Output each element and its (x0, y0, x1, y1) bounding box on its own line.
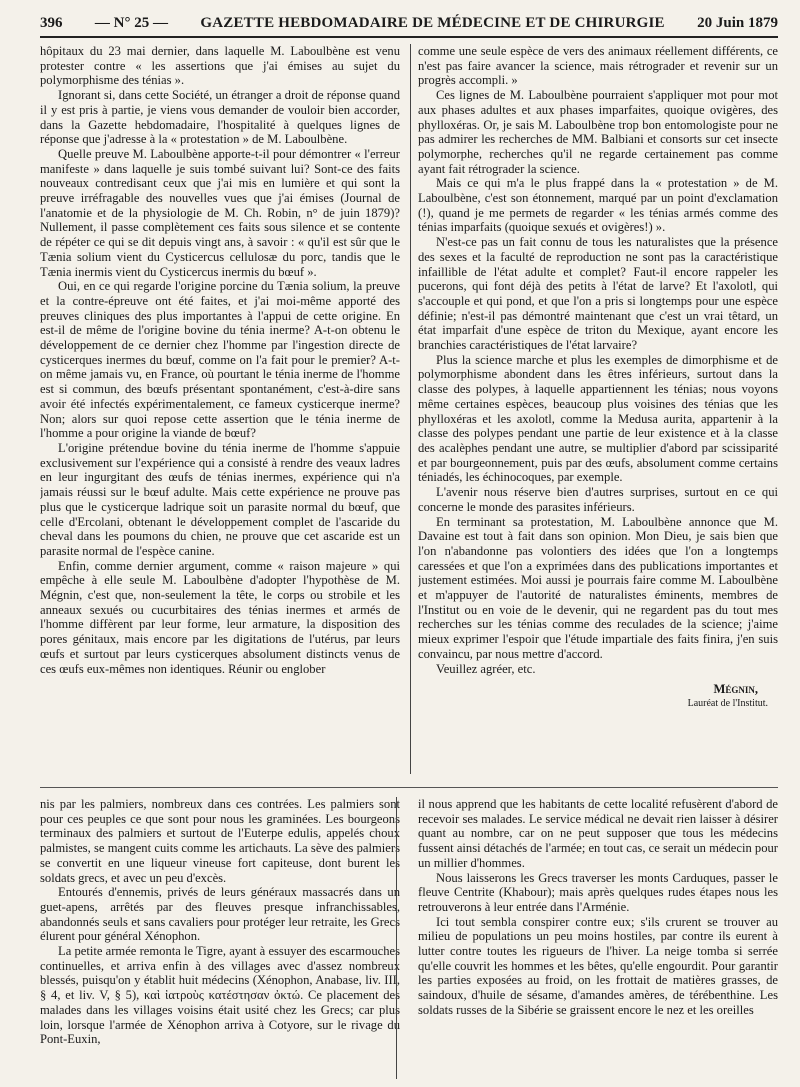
paragraph: Entourés d'ennemis, privés de leurs généraux massacrés dans un guet-apens, arrêtés par des fleuves presque infranchissables, abandonnés seuls et sans cavaliers pour protéger leur retraite, les Grecs élurent pour général Xénophon. (40, 885, 400, 944)
top-left-column (40, 44, 400, 779)
column-rule (410, 44, 411, 774)
paragraph: Ici tout sembla conspirer contre eux; s'ils crurent se trouver au milieu de populations un peu moins hostiles, par contre ils eurent à lutter contre toutes les rigueurs de l'hiver. La neige tomba si serrée qu'elle couvrit les hommes et les bêtes, qu'elle engourdit. Pour garantir les parties exposées au froid, on les frottait de matières grasses, de saindoux, d'huile de sésame, d'amandes amères, de térébenthine. Les soldats russes de la Sibérie se graissent encore le nez et les oreilles (418, 914, 778, 1017)
paragraph: il nous apprend que les habitants de cette localité refusèrent d'abord de recevoir ses malades. Le service médical ne devait rien laisser à désirer quant au nombre, car on ne peut supposer que tous les médecins fussent ainsi détachés de l'armée; en tout cas, ce serait un médecin pour un millier d'hommes. (418, 797, 778, 870)
bottom-article (40, 797, 778, 1079)
page-header (40, 10, 778, 38)
paragraph: L'origine prétendue bovine du ténia inerme de l'homme s'appuie exclusivement sur l'expérience qui a consisté à rendre des veaux ladres en leur ingurgitant des œufs de ténias inermes, expérience qui n'a jamais réussi sur le bœuf adulte. Mais cette expérience ne prouve pas plus que le cysticerque ladrique soit un parasite normal du bœuf, que celle d'Ercolani, obtenant le développement complet de l'ascaride du cheval dans les poumons du chien, ne prouve que cet ascaride est un parasite normal de l'espèce canine. (40, 440, 400, 558)
paragraph: Quelle preuve M. Laboulbène apporte-t-il pour démontrer « l'erreur manifeste » dans laquelle je suis tombé suivant lui? Sont-ce des faits nouveaux contredisant ceux que j'ai mis en lumière et qui sont la preuve irréfragable des nouvelles vues que j'ai émises (Journal de l'anatomie et de la physiologie de M. Ch. Robin, n° de juin 1879)? Nullement, il passe complètement ces faits sous silence et se contente de répéter ce qui se dit depuis vingt ans, à savoir : « qu'il est sûr que le Tænia solium vient du Cysticercus cellulosæ du porc, tandis que le Tænia inermis vient du Cysticercus inermis du bœuf ». (40, 146, 400, 279)
bottom-right-column (418, 797, 778, 1079)
top-right-column (418, 44, 778, 779)
paragraph: Ces lignes de M. Laboulbène pourraient s'appliquer mot pour mot aux phases adultes et aux phases imparfaites, quoique ovigères, des phylloxéras. Or, je sais M. Laboulbène trop bon entomologiste pour ne pas admirer les recherches de MM. Balbiani et consorts sur cet insecte polymorphe, recherches qu'il ne regarde certainement pas comme ayant fait rétrograder la science. (418, 88, 778, 176)
signature-title: Lauréat de l'Institut. (687, 697, 768, 709)
paragraph: En terminant sa protestation, M. Laboulbène annonce que M. Davaine est tout à fait dans son opinion. Mon Dieu, je sais bien que l'on n'abandonne pas volontiers des idées que l'on a longtemps caressées et que l'on a exprimées dans des publications importantes et justement estimées. Moi aussi je pourrais faire comme M. Laboulbène et m'appuyer de l'autorité de naturalistes éminents, membres de l'Institut ou en voie de le devenir, qui ne regardent pas du tout mes recherches sur les ténias comme des reculades de la science; j'aime mieux exprimer l'espoir que l'étude impartiale des faits finira, j'en suis convaincu, par nous mettre d'accord. (418, 514, 778, 661)
journal-title: GAZETTE HEBDOMADAIRE DE MÉDECINE ET DE CHIRURGIE (200, 14, 665, 31)
paragraph: nis par les palmiers, nombreux dans ces contrées. Les palmiers sont pour ces peuples ce que sont pour nous les graminées. Les bourgeons terminaux des palmiers et surtout de l'Euterpe edulis, appelés choux palmistes, se mangent cuits comme les artichauts. La sève des palmiers se convertit en une liqueur vineuse fort capiteuse, dont burent les soldats grecs, et avec un peu d'excès. (40, 797, 400, 885)
issue-number: — N° 25 — (94, 14, 168, 31)
column-rule (396, 797, 397, 1079)
paragraph: L'avenir nous réserve bien d'autres surprises, surtout en ce qui concerne le monde des parasites inférieurs. (418, 485, 778, 514)
paragraph: Plus la science marche et plus les exemples de dimorphisme et de polymorphisme abondent dans les êtres inférieurs, surtout dans la classe des polypes, à laquelle appartiennent les ténias; nous voyons même certaines espèces, beaucoup plus voisines des ténias que les phylloxéras et les axolotl, comme la Medusa aurita, appartenir à la classe des polypes pendant une partie de leur existence et à la classe des acalèphes pendant une autre, se multiplier d'abord par scissiparité et par bourgeonnement, puis par des œufs, absolument comme certains téniadés, les échinocoques, par exemple. (418, 352, 778, 485)
paragraph: Ignorant si, dans cette Société, un étranger a droit de réponse quand il y est pris à partie, je viens vous demander de vouloir bien accorder, dans la Gazette hebdomadaire, l'hospitalité à quelques lignes de réponse que j'adresse à la « protestation » de M. Laboulbène. (40, 88, 400, 147)
paragraph: Enfin, comme dernier argument, comme « raison majeure » qui empêche à elle seule M. Laboulbène d'adopter l'hypothèse de M. Mégnin, c'est que, non-seulement la tête, le corps ou strobile et les anneaux sexués ou cucurbitaires des ténias inermes et armés de l'homme diffèrent par leur forme, leur armature, la disposition des pores génitaux, mais encore par les digitations de l'utérus, par leurs œufs et surtout par leurs cysticerques absolument distincts venus de ces œufs eux-mêmes non identiques. Réunir ou englober (40, 558, 400, 676)
paragraph: Mais ce qui m'a le plus frappé dans la « protestation » de M. Laboulbène, c'est son étonnement, marqué par un point d'exclamation (!), quand je me permets de regarder « les ténias armés comme des ténias imparfaits (quoique sexués et ovigères!) ». (418, 176, 778, 235)
paragraph: N'est-ce pas un fait connu de tous les naturalistes que la présence des sexes et la faculté de reproduction ne sont pas la caractéristique infaillible de l'état adulte et complet? Faut-il encore rappeler les pucerons, qui font déjà des petits à l'état de larve? Et l'axolotl, qui s'accouple et qui pond, et que l'on a pris si longtemps pour une espèce définie; n'est-il pas démontré maintenant que c'est un vrai têtard, un état imparfait d'une espèce de triton du Mexique, ayant encore les branchies caractéristiques de l'état larvaire? (418, 235, 778, 353)
paragraph: Nous laisserons les Grecs traverser les monts Carduques, passer le fleuve Centrite (Khabour); mais après quelques rudes étapes nous les retrouverons à leur entrée dans l'Arménie. (418, 870, 778, 914)
issue-date: 20 Juin 1879 (697, 14, 778, 31)
paragraph: Oui, en ce qui regarde l'origine porcine du Tænia solium, la preuve et la contre-épreuve ont été faites, et j'ai moi-même apporté des preuves cliniques des plus importantes à l'appui de cette origine. En est-il de même de l'origine bovine du ténia inerme? A-t-on obtenu le développement de ce dernier chez l'homme par l'ingestion directe de cysticerques inermes du bœuf, comme on l'a fait pour le premier? A-t-on même jamais vu, en France, où pourtant le ténia inerme de l'homme est si commun, des bœufs présentant spontanément, c'est-à-dire sans avoir été infectés expérimentalement, ce fameux cysticerque inerme? Non; alors sur quoi repose cette assertion que le ténia inerme de l'homme a pour origine la viande de bœuf? (40, 279, 400, 441)
signature-name: Mégnin, (713, 682, 758, 697)
section-divider (40, 787, 778, 788)
bottom-left-column (40, 797, 400, 1079)
top-article (40, 44, 778, 779)
paragraph: hôpitaux du 23 mai dernier, dans laquelle M. Laboulbène est venu protester contre « les assertions que j'ai émises au sujet du polymorphisme des ténias ». (40, 44, 400, 88)
paragraph: La petite armée remonta le Tigre, ayant à essuyer des escarmouches continuelles, et arriva enfin à des villages avec d'assez nombreux blessés, puisqu'on y établit huit médecins (Xénophon, Anabase, liv. III, § 4, et liv. V, § 5), καὶ ἰατροὺς κατέστησαν ὀκτώ. Ce placement des malades dans les villages voisins était usité chez les Grecs; car plus loin, lorsque l'armée de Xénophon arriva à Cotyore, sur le rivage du Pont-Euxin, (40, 944, 400, 1047)
paragraph: comme une seule espèce de vers des animaux réellement différents, ce n'est pas faire avancer la science, mais rétrograder et revenir sur un progrès accompli. » (418, 44, 778, 88)
page-number: 396 (40, 14, 63, 31)
paragraph: Veuillez agréer, etc. (436, 661, 536, 676)
